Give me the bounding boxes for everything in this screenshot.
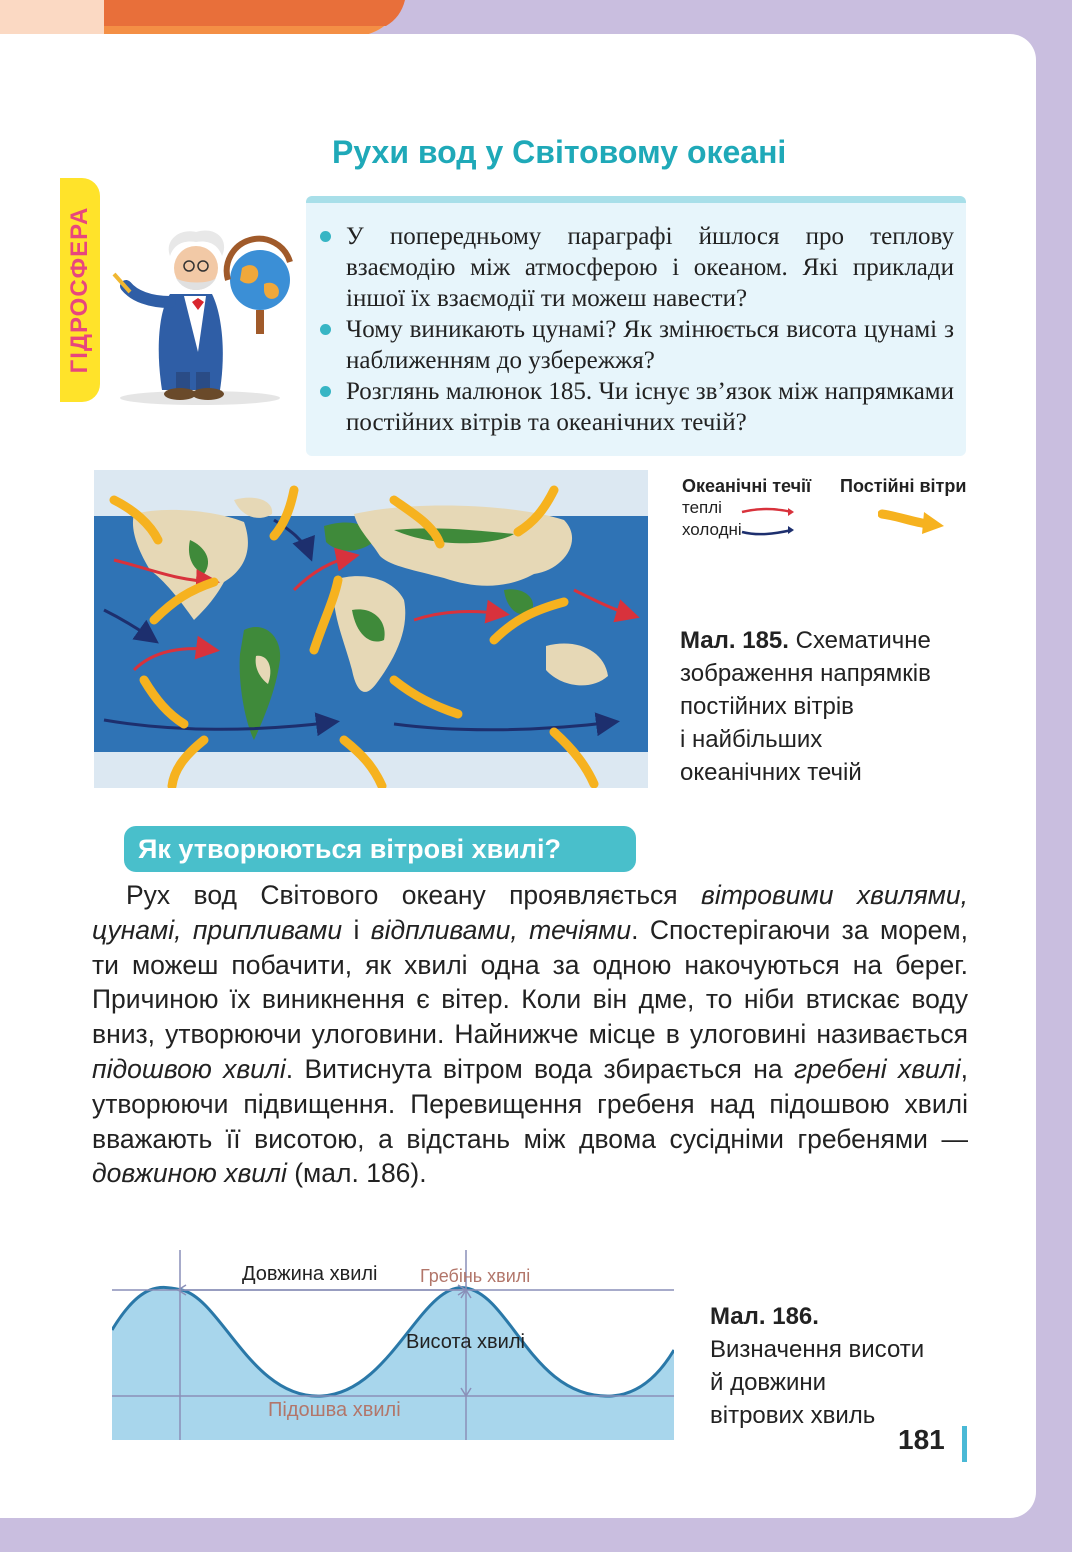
text-run: . Спостерігаючи за морем, ти можеш побачити, як хвилі одна за одною накочуються на берег. Причиною їх виникнення є вітер. Коли він дме, то ніби втискає воду вниз, утворюючи улоговини. Найнижче місце в улоговині називається [92, 914, 968, 1050]
figure-185-label: Мал. 185. [680, 627, 789, 654]
chapter-number: 34 [108, 34, 254, 193]
page-number-bar [962, 1426, 967, 1462]
intro-questions-box [306, 196, 966, 456]
figure-185-caption-line: і найбільших [680, 726, 823, 753]
intro-question-text: Розглянь малюнок 185. Чи існує зв’язок між напрямками постійних вітрів та океанічних течій? [346, 378, 954, 436]
bullet-icon [320, 386, 331, 397]
text-run-italic: підошвою хвилі [92, 1053, 286, 1084]
intro-question-text: У попередньому параграфі йшлося про теплову взаємодію між атмосферою і океаном. Які приклади іншої їх взаємодії ти можеш навести? [346, 223, 954, 312]
section-heading: Як утворюються вітрові хвилі? [124, 826, 636, 872]
text-run-italic: гребені хвилі [793, 1053, 961, 1084]
figure-186-caption-line: вітрових хвиль [710, 1402, 876, 1429]
section-tag [60, 178, 100, 402]
legend-warm-label: теплі [682, 498, 722, 517]
text-run: Рух вод Світового океану проявляється [126, 880, 701, 910]
bullet-icon [320, 231, 331, 242]
legend-currents-title: Океанічні течії [682, 476, 812, 496]
text-run: . Витиснута вітром вода збирається на [285, 1053, 794, 1084]
figure-185-caption [680, 624, 970, 789]
map-legend [682, 476, 972, 546]
figure-186-label: Мал. 186. [710, 1303, 819, 1330]
world-map-currents-winds [94, 470, 648, 788]
figure-185-caption-line: зображення напрямків [680, 660, 931, 687]
page-title: Рухи вод у Світовому океані [332, 134, 787, 170]
intro-questions-list [306, 203, 966, 438]
wave-height-label: Висота хвилі [406, 1331, 525, 1353]
text-run: і [342, 914, 371, 945]
intro-question [346, 221, 954, 314]
text-run-italic: довжиною хвилі [92, 1158, 287, 1189]
text-run: (мал. 186). [286, 1158, 427, 1189]
legend-cold-label: холодні [682, 520, 742, 539]
intro-question [346, 314, 954, 376]
figure-186-caption [710, 1300, 970, 1432]
figure-186-caption-line: й довжини [710, 1369, 827, 1396]
intro-question-text: Чому виникають цунамі? Як змінюється висота цунамі з наближенням до узбережжя? [346, 316, 954, 374]
figure-185-caption-line: постійних вітрів [680, 693, 854, 720]
page-number: 181 [898, 1424, 945, 1455]
bullet-icon [320, 324, 331, 335]
text-run-italic: вітровими хвилями, цунамі, припливами [92, 880, 969, 945]
professor-illustration [100, 222, 300, 407]
legend-winds-title: Постійні вітри [840, 476, 967, 496]
figure-186-caption-line: Визначення висоти [710, 1336, 925, 1363]
wave-length-label: Довжина хвилі [242, 1263, 378, 1285]
section-tag-label: ГІДРОСФЕРА [66, 206, 93, 374]
text-run-italic: відпливами, течіями [370, 914, 632, 945]
wave-crest-label: Гребінь хвилі [420, 1266, 531, 1286]
figure-185-caption-line: Схематичне [795, 627, 931, 654]
legend-wind-arrow [878, 506, 948, 536]
legend-current-arrows [738, 504, 798, 544]
wave-trough-label: Підошва хвилі [268, 1399, 401, 1421]
body-paragraph [92, 878, 968, 1191]
intro-question [346, 376, 954, 438]
figure-185-caption-line: океанічних течій [680, 759, 862, 786]
text-run: , утворюючи підвищення. Перевищення гребеня над підошвою хвилі вважають її висотою, а відстань між двома сусідніми гребенями — [92, 1053, 968, 1154]
